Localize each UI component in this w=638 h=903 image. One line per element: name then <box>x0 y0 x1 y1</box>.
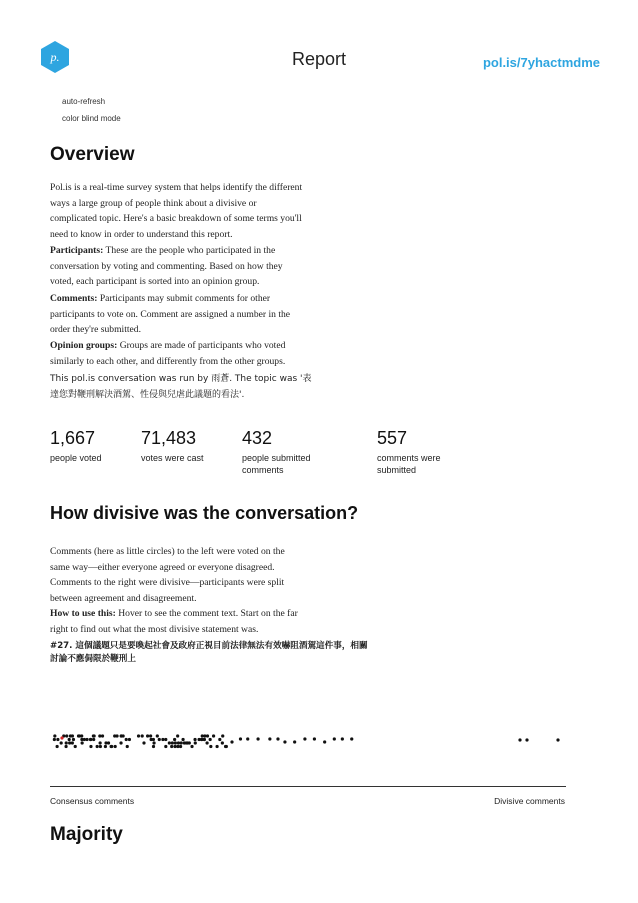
comment-dots-plot[interactable] <box>50 725 570 755</box>
stat-value: 1,667 <box>50 428 96 448</box>
comment-dot[interactable] <box>239 737 242 740</box>
comment-dot[interactable] <box>200 738 203 741</box>
comment-dot[interactable] <box>65 734 68 737</box>
comments-text: Participants may submit comments for other participants to vote on. Comment are assigned a number in the order they're submitted. <box>50 293 291 335</box>
consensus-label: Consensus comments <box>50 796 135 806</box>
comment-dot[interactable] <box>149 734 152 737</box>
comment-dot[interactable] <box>174 741 177 744</box>
stat-value: 71,483 <box>141 428 197 448</box>
comment-dot[interactable] <box>203 738 206 741</box>
comment-dot[interactable] <box>333 737 336 740</box>
comment-dot[interactable] <box>68 741 71 744</box>
comment-dot[interactable] <box>146 734 149 737</box>
participants-definition <box>50 243 305 290</box>
comment-dot[interactable] <box>60 741 63 744</box>
groups-text: Groups are made of participants who voted similarly to each other, and differently from the other groups. <box>50 340 286 367</box>
comment-dot[interactable] <box>68 738 71 741</box>
comment-dot[interactable] <box>161 738 164 741</box>
comment-dot[interactable] <box>114 745 117 748</box>
comment-dot[interactable] <box>194 741 197 744</box>
comment-dot[interactable] <box>303 737 306 740</box>
comment-dot[interactable] <box>53 738 56 741</box>
comment-dot[interactable] <box>93 734 96 737</box>
stat-value: 557 <box>377 428 408 448</box>
comment-dot[interactable] <box>85 738 88 741</box>
divisive-label: Divisive comments <box>494 796 565 806</box>
participants-text: These are the people who participated in the conversation by voting and commenting. Based on how they voted, each participant is sorted into an opinion group. <box>50 245 283 287</box>
stat-label: comments were submitted <box>377 453 441 475</box>
conversation-link[interactable]: pol.is/7yhactmdme <box>482 55 600 70</box>
groups-term: Opinion groups: <box>50 340 118 351</box>
comment-dot[interactable] <box>173 745 176 748</box>
comment-dot[interactable] <box>141 734 144 737</box>
comment-dot[interactable] <box>556 738 559 741</box>
comment-dot[interactable] <box>221 734 224 737</box>
comment-dot[interactable] <box>209 738 212 741</box>
comment-dot[interactable] <box>256 737 259 740</box>
divisiveness-axis <box>50 786 566 787</box>
stat-people-voted <box>50 428 120 464</box>
comment-dot[interactable] <box>99 741 102 744</box>
comment-dot[interactable] <box>215 745 218 748</box>
comment-dot[interactable] <box>276 737 279 740</box>
comment-dot[interactable] <box>56 738 59 741</box>
comment-dot[interactable] <box>185 741 188 744</box>
selected-comment: #27. 這個議題只是要喚起社會及政府正視目前法律無法有效嚇阻酒駕這件事，相關討論不應侷限於鞭刑上 <box>50 641 368 664</box>
comment-dot[interactable] <box>152 741 155 744</box>
comment-dot[interactable] <box>176 734 179 737</box>
overview-heading: Overview <box>50 144 135 165</box>
comment-dot[interactable] <box>83 738 86 741</box>
comment-dot[interactable] <box>205 741 208 744</box>
comment-dot[interactable] <box>128 738 131 741</box>
comment-dot[interactable] <box>180 741 183 744</box>
comment-dot[interactable] <box>313 737 316 740</box>
logo-text: p. <box>50 50 60 64</box>
comment-dot[interactable] <box>56 745 59 748</box>
comment-dot[interactable] <box>60 736 63 739</box>
comment-dot[interactable] <box>293 740 296 743</box>
comment-dot[interactable] <box>152 745 155 748</box>
comment-dot[interactable] <box>81 741 84 744</box>
comment-dot[interactable] <box>173 738 176 741</box>
comment-dot[interactable] <box>156 734 159 737</box>
comment-dot[interactable] <box>71 734 74 737</box>
comment-dot[interactable] <box>107 741 110 744</box>
comment-dot[interactable] <box>218 738 221 741</box>
comment-dot[interactable] <box>53 734 56 737</box>
stat-people-commented <box>242 428 337 476</box>
comment-dot[interactable] <box>74 745 77 748</box>
comment-dot[interactable] <box>142 741 145 744</box>
overview-intro: Pol.is is a real-time survey system that helps identify the different ways a large group of people think about a divisive or complicated topic. Here's a basic breakdown of some terms you'll need to know in order to understand this report. <box>50 182 303 240</box>
comment-dot[interactable] <box>115 734 118 737</box>
comment-dot[interactable] <box>72 738 75 741</box>
conversation-owner-text: This pol.is conversation was run by 雨蒼. The topic was '表達您對鞭刑解決酒駕、性侵與兒虐此議題的看法'. <box>50 374 312 400</box>
comment-dot[interactable] <box>119 741 122 744</box>
comment-dot[interactable] <box>164 745 167 748</box>
comment-dot[interactable] <box>89 738 92 741</box>
color-blind-toggle[interactable]: color blind mode <box>62 114 121 123</box>
comment-dot[interactable] <box>64 745 67 748</box>
comment-dot[interactable] <box>350 737 353 740</box>
comment-dot[interactable] <box>126 745 129 748</box>
auto-refresh-toggle[interactable]: auto-refresh <box>62 97 106 106</box>
divisive-heading: How divisive was the conversation? <box>50 503 359 523</box>
comment-dot[interactable] <box>137 734 140 737</box>
comment-dot[interactable] <box>221 741 224 744</box>
comment-dot[interactable] <box>152 738 155 741</box>
comment-dot[interactable] <box>209 745 212 748</box>
comment-dot[interactable] <box>323 740 326 743</box>
stat-label: people submitted comments <box>242 453 311 475</box>
comments-definition <box>50 291 305 338</box>
stat-value: 432 <box>242 428 273 448</box>
howto-text <box>50 606 310 637</box>
divisive-explanation: Comments (here as little circles) to the left were voted on the same way—either everyone agreed or everyone disagreed. Comments to the right were divisive—participants were split between agreement and disagreement. <box>50 546 285 604</box>
comment-dot[interactable] <box>193 738 196 741</box>
comment-dot[interactable] <box>230 740 233 743</box>
comment-dot[interactable] <box>283 740 286 743</box>
comment-dot[interactable] <box>71 741 74 744</box>
comment-dot[interactable] <box>110 745 113 748</box>
groups-definition <box>50 338 305 369</box>
comment-dot[interactable] <box>101 734 104 737</box>
comment-dot[interactable] <box>179 745 182 748</box>
comment-dot[interactable] <box>89 745 92 748</box>
comment-dot[interactable] <box>190 745 193 748</box>
comment-dot[interactable] <box>525 738 528 741</box>
stat-label: votes were cast <box>141 453 204 463</box>
howto-term: How to use this: <box>50 608 116 619</box>
comment-dot[interactable] <box>212 734 215 737</box>
comment-dot[interactable] <box>164 738 167 741</box>
comment-dot[interactable] <box>125 738 128 741</box>
comment-dot[interactable] <box>188 741 191 744</box>
comment-dot[interactable] <box>181 738 184 741</box>
stat-comments-submitted <box>377 428 462 476</box>
participants-term: Participants: <box>50 245 104 256</box>
comment-dot[interactable] <box>341 737 344 740</box>
page-title: Report <box>291 49 347 69</box>
comment-dot[interactable] <box>65 741 68 744</box>
comment-dot[interactable] <box>80 734 83 737</box>
comment-dot[interactable] <box>92 738 95 741</box>
comment-dot[interactable] <box>206 734 209 737</box>
comment-dot[interactable] <box>246 737 249 740</box>
comment-dot[interactable] <box>171 741 174 744</box>
stat-label: people voted <box>50 453 102 463</box>
comment-dot[interactable] <box>268 737 271 740</box>
comment-dot[interactable] <box>96 745 99 748</box>
howto-body: Hover to see the comment text. Start on the far right to find out what the most divisive statement was. <box>50 608 298 635</box>
comment-dot[interactable] <box>224 745 227 748</box>
comment-dot[interactable] <box>122 734 125 737</box>
majority-heading: Majority <box>50 824 123 845</box>
comments-term: Comments: <box>50 293 98 304</box>
stat-votes-cast <box>141 428 231 464</box>
comment-dot[interactable] <box>158 738 161 741</box>
comment-dot[interactable] <box>104 745 107 748</box>
comment-dot[interactable] <box>518 738 521 741</box>
comment-dot[interactable] <box>168 741 171 744</box>
comment-dot[interactable] <box>99 745 102 748</box>
comment-dot[interactable] <box>170 745 173 748</box>
